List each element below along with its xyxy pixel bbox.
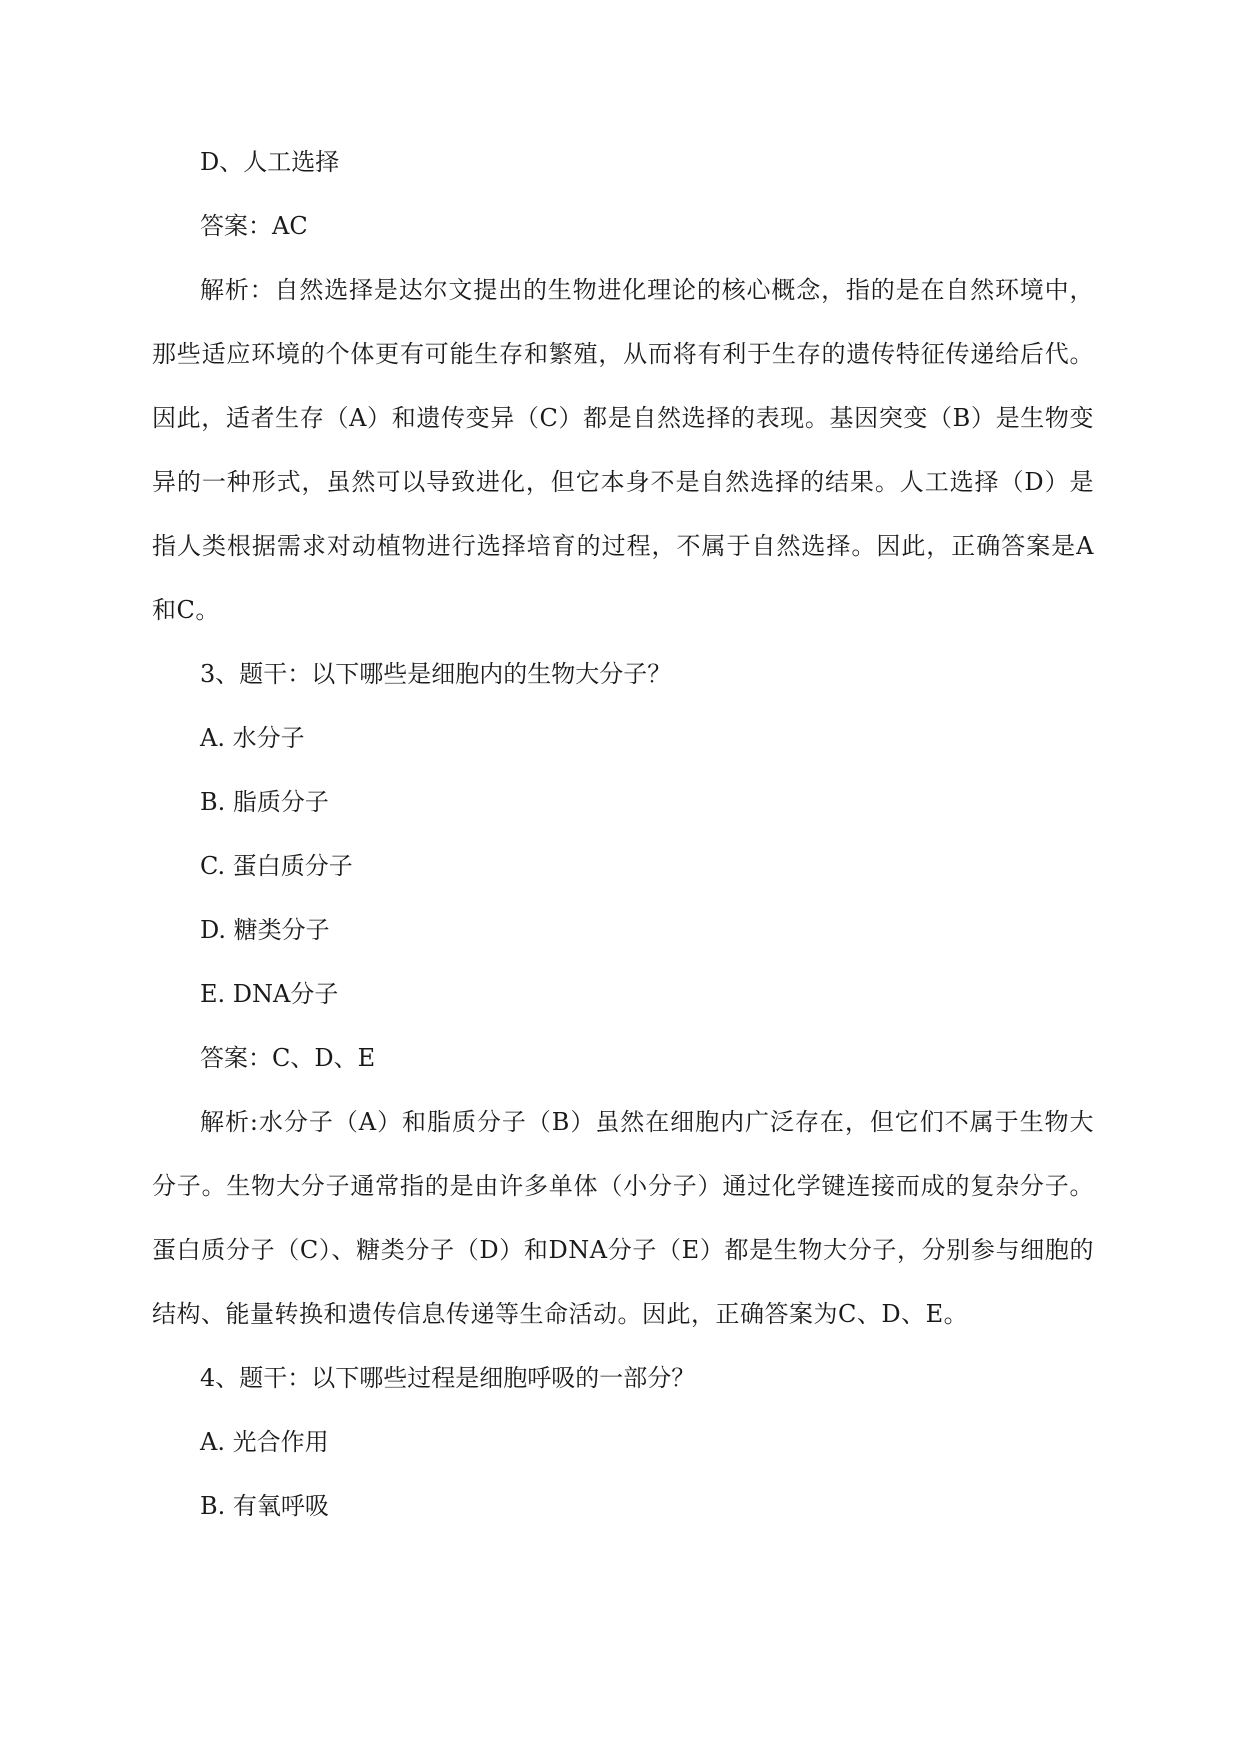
option-d-artificial-selection: D、人工选择 <box>200 148 340 176</box>
answer-q2: 答案：AC <box>200 212 308 240</box>
answer-q3: 答案：C、D、E <box>200 1044 376 1072</box>
q4-option-a: A. 光合作用 <box>200 1428 329 1456</box>
q3-option-b: B. 脂质分子 <box>200 788 329 816</box>
question-4-stem: 4、题干：以下哪些过程是细胞呼吸的一部分？ <box>200 1364 696 1392</box>
document-body <box>152 146 1094 1554</box>
q3-option-d: D. 糖类分子 <box>200 916 330 944</box>
analysis-q2: 解析：自然选择是达尔文提出的生物进化理论的核心概念，指的是在自然环境中，那些适应环境的个体更有可能生存和繁殖，从而将有利于生存的遗传特征传递给后代。因此，适者生存（A）和遗传变异（C）都是自然选择的表现。基因突变（B）是生物变异的一种形式，虽然可以导致进化，但它本身不是自然选择的结果。人工选择（D）是指人类根据需求对动植物进行选择培育的过程，不属于自然选择。因此，正确答案是A和C。 <box>152 276 1094 624</box>
q3-option-c: C. 蛋白质分子 <box>200 852 353 880</box>
question-3-stem: 3、题干：以下哪些是细胞内的生物大分子？ <box>200 660 672 688</box>
analysis-q3: 解析:水分子（A）和脂质分子（B）虽然在细胞内广泛存在，但它们不属于生物大分子。生物大分子通常指的是由许多单体（小分子）通过化学键连接而成的复杂分子。蛋白质分子（C）、糖类分子（D）和DNA分子（E）都是生物大分子，分别参与细胞的结构、能量转换和遗传信息传递等生命活动。因此，正确答案为C、D、E。 <box>152 1108 1094 1328</box>
q4-option-b: B. 有氧呼吸 <box>200 1492 329 1520</box>
q3-option-a: A. 水分子 <box>200 724 305 752</box>
q3-option-e: E. DNA分子 <box>200 980 339 1008</box>
